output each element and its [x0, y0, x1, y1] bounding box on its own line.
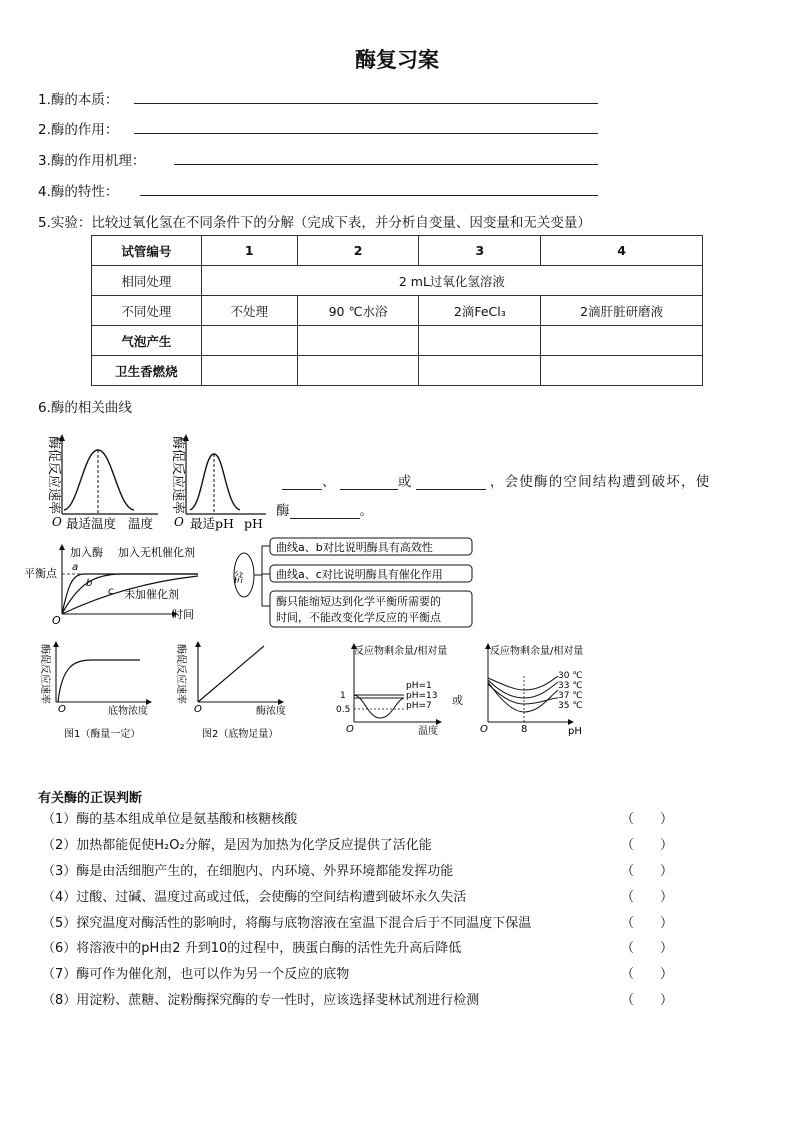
saturation-curve — [58, 660, 140, 702]
figure-2 — [172, 638, 292, 744]
answer-line-1[interactable] — [134, 103, 598, 104]
table-cell: 90 ℃水浴 — [297, 296, 419, 326]
y-axis-label: 酶促反应速率 — [175, 644, 186, 704]
y-axis-arrow — [53, 641, 59, 647]
blank-4[interactable] — [290, 504, 360, 519]
analysis-diagram — [232, 534, 478, 630]
y-axis-arrow — [195, 641, 201, 647]
question-5: 5.实验：比较过氧化氢在不同条件下的分解（完成下表，并分析自变量、因变量和无关变量） — [38, 215, 591, 231]
label-37c: 37 ℃ — [558, 691, 583, 701]
bracket — [254, 546, 270, 606]
x-axis-label: 酶浓度 — [256, 706, 286, 717]
temperature-curve — [64, 450, 134, 510]
answer-line-4[interactable] — [140, 195, 598, 196]
x-axis-label: 底物浓度 — [108, 706, 148, 717]
x-optimum-label: 最适pH — [190, 516, 234, 531]
table-header-cell: 试管编号 — [92, 236, 202, 266]
origin-label: O — [58, 704, 66, 715]
table-header-row — [92, 236, 703, 266]
judge-item-2: （2）加热都能促使H₂O₂分解，是因为加热为化学反应提供了活化能 — [42, 838, 432, 853]
x-axis-label: 温度 — [418, 726, 438, 736]
x-axis-arrow — [568, 719, 574, 725]
add-enzyme-label: 加入酶 — [70, 546, 103, 559]
line-37c — [488, 682, 558, 712]
table-row — [92, 296, 703, 326]
row-label: 气泡产生 — [92, 326, 202, 356]
answer-paren-6[interactable]: （ ） — [621, 941, 674, 956]
fill-sentence-line1: 、 或 ，会使酶的空间结构遭到破坏，使 — [282, 470, 710, 490]
answer-line-2[interactable] — [134, 133, 598, 134]
question-2: 2.酶的作用： — [38, 122, 119, 138]
x-axis-arrow — [436, 719, 442, 725]
x-axis-label: pH — [568, 726, 582, 736]
label-33c: 33 ℃ — [558, 681, 583, 691]
question-1: 1.酶的本质： — [38, 92, 119, 108]
figure-caption: 图1（酶量一定） — [64, 729, 141, 740]
answer-paren-1[interactable]: （ ） — [621, 812, 674, 827]
answer-paren-4[interactable]: （ ） — [621, 890, 674, 905]
no-catalyst-label: 未加催化剂 — [124, 588, 179, 601]
ph-curve — [190, 454, 240, 510]
y-axis-label: 酶促反应速率 — [39, 644, 50, 704]
time-label: 时间 — [172, 608, 194, 621]
table-cell: 2滴FeCl₃ — [419, 296, 541, 326]
table-header-cell: 3 — [419, 236, 541, 266]
row-label: 不同处理 — [92, 296, 202, 326]
label-a: a — [72, 562, 79, 573]
table-cell-blank[interactable] — [201, 326, 297, 356]
blank-1[interactable] — [282, 475, 322, 490]
judge-item-4: （4）过酸、过碱、温度过高或过低，会使酶的空间结构遭到破坏永久失活 — [42, 890, 467, 905]
ph-curve-figure — [160, 432, 272, 532]
judge-item-7: （7）酶可作为催化剂，也可以作为另一个反应的底物 — [42, 967, 350, 982]
table-cell-blank[interactable] — [541, 356, 703, 386]
linear-line — [198, 646, 264, 702]
answer-line-3[interactable] — [174, 164, 598, 165]
y-axis-label: 酶促反应速率 — [170, 436, 185, 515]
y-axis-label: 反应物剩余量/相对量 — [354, 646, 448, 657]
origin-label: O — [52, 614, 61, 626]
table-cell: 2 mL过氧化氢溶液 — [201, 266, 702, 296]
label-ph7: pH=7 — [406, 701, 432, 711]
add-inorganic-label: 加入无机催化剂 — [118, 546, 195, 559]
table-header-cell: 2 — [297, 236, 419, 266]
analysis-text-3b: 时间，不能改变化学反应的平衡点 — [276, 611, 441, 624]
x-axis-label: pH — [244, 516, 263, 531]
catalysis-figure — [22, 544, 218, 626]
line-30c — [488, 676, 558, 690]
y-axis-label: 反应物剩余量/相对量 — [490, 646, 584, 657]
origin-label: O — [194, 704, 202, 715]
table-row — [92, 326, 703, 356]
x-axis-arrow — [278, 699, 284, 705]
x-axis-label: 温度 — [128, 516, 154, 531]
figure-1 — [36, 638, 166, 744]
table-cell-blank[interactable] — [419, 356, 541, 386]
tick-0-5: 0.5 — [336, 705, 351, 715]
table-row — [92, 266, 703, 296]
page-title: 酶复习案 — [355, 47, 439, 72]
analysis-text-1: 曲线a、b对比说明酶具有高效性 — [276, 541, 433, 554]
answer-paren-8[interactable]: （ ） — [621, 993, 674, 1008]
judge-item-5: （5）探究温度对酶活性的影响时，将酶与底物溶液在室温下混合后于不同温度下保温 — [42, 916, 532, 931]
origin-label: O — [174, 515, 184, 529]
or-label: 或 — [452, 694, 463, 707]
label-ph1: pH=1 — [406, 681, 432, 691]
table-cell: 不处理 — [201, 296, 297, 326]
x-axis-arrow — [146, 699, 152, 705]
row-label: 卫生香燃烧 — [92, 356, 202, 386]
label-b: b — [86, 578, 93, 589]
figure-3 — [334, 640, 482, 736]
label-c: c — [108, 586, 114, 597]
origin-label: O — [480, 724, 488, 735]
origin-label: O — [52, 515, 62, 529]
answer-paren-7[interactable]: （ ） — [621, 967, 674, 982]
blank-3[interactable] — [416, 475, 486, 490]
analysis-char-1: 分析 — [232, 571, 245, 593]
x-optimum-label: 最适温度 — [66, 516, 117, 531]
label-30c: 30 ℃ — [558, 671, 583, 681]
table-cell-blank[interactable] — [201, 356, 297, 386]
label-ph13: pH=13 — [406, 691, 438, 701]
y-axis-arrow — [59, 544, 65, 550]
line-35c — [488, 684, 558, 704]
analysis-text-2: 曲线a、c对比说明酶具有催化作用 — [276, 568, 443, 581]
tick-8: 8 — [521, 724, 528, 735]
figure-4 — [478, 640, 602, 736]
fill-sentence-line2: 酶 。 — [276, 503, 373, 519]
figure-caption: 图2（底物足量） — [202, 729, 279, 740]
table-row — [92, 356, 703, 386]
table-cell-blank[interactable] — [297, 326, 419, 356]
judge-item-6: （6）将溶液中的pH由2 升到10的过程中，胰蛋白酶的活性先升高后降低 — [42, 941, 462, 956]
judge-title: 有关酶的正误判断 — [38, 791, 143, 806]
judge-item-8: （8）用淀粉、蔗糖、淀粉酶探究酶的专一性时，应该选择斐林试剂进行检测 — [42, 993, 480, 1008]
origin-label: O — [346, 724, 354, 735]
table-cell-blank[interactable] — [419, 326, 541, 356]
blank-2[interactable] — [340, 475, 398, 490]
temperature-curve-figure — [36, 432, 164, 532]
table-header-cell: 4 — [541, 236, 703, 266]
table-header-cell: 1 — [201, 236, 297, 266]
judge-item-3: （3）酶是由活细胞产生的，在细胞内、内环境、外界环境都能发挥功能 — [42, 864, 454, 879]
y-axis-label: 酶促反应速率 — [46, 436, 61, 515]
answer-paren-2[interactable]: （ ） — [621, 838, 674, 853]
tick-1: 1 — [340, 691, 346, 701]
judge-item-1: （1）酶的基本组成单位是氨基酸和核糖核酸 — [42, 812, 298, 827]
label-35c: 35 ℃ — [558, 701, 583, 711]
section-6-heading: 6.酶的相关曲线 — [38, 400, 132, 416]
answer-paren-3[interactable]: （ ） — [621, 864, 674, 879]
analysis-text-3a: 酶只能缩短达到化学平衡所需要的 — [276, 595, 441, 608]
experiment-table — [91, 235, 703, 386]
question-4: 4.酶的特性： — [38, 184, 119, 200]
answer-paren-5[interactable]: （ ） — [621, 916, 674, 931]
table-cell-blank[interactable] — [541, 326, 703, 356]
table-cell-blank[interactable] — [297, 356, 419, 386]
table-cell: 2滴肝脏研磨液 — [541, 296, 703, 326]
balance-label: 平衡点 — [24, 567, 57, 580]
row-label: 相同处理 — [92, 266, 202, 296]
question-3: 3.酶的作用机理： — [38, 153, 146, 169]
